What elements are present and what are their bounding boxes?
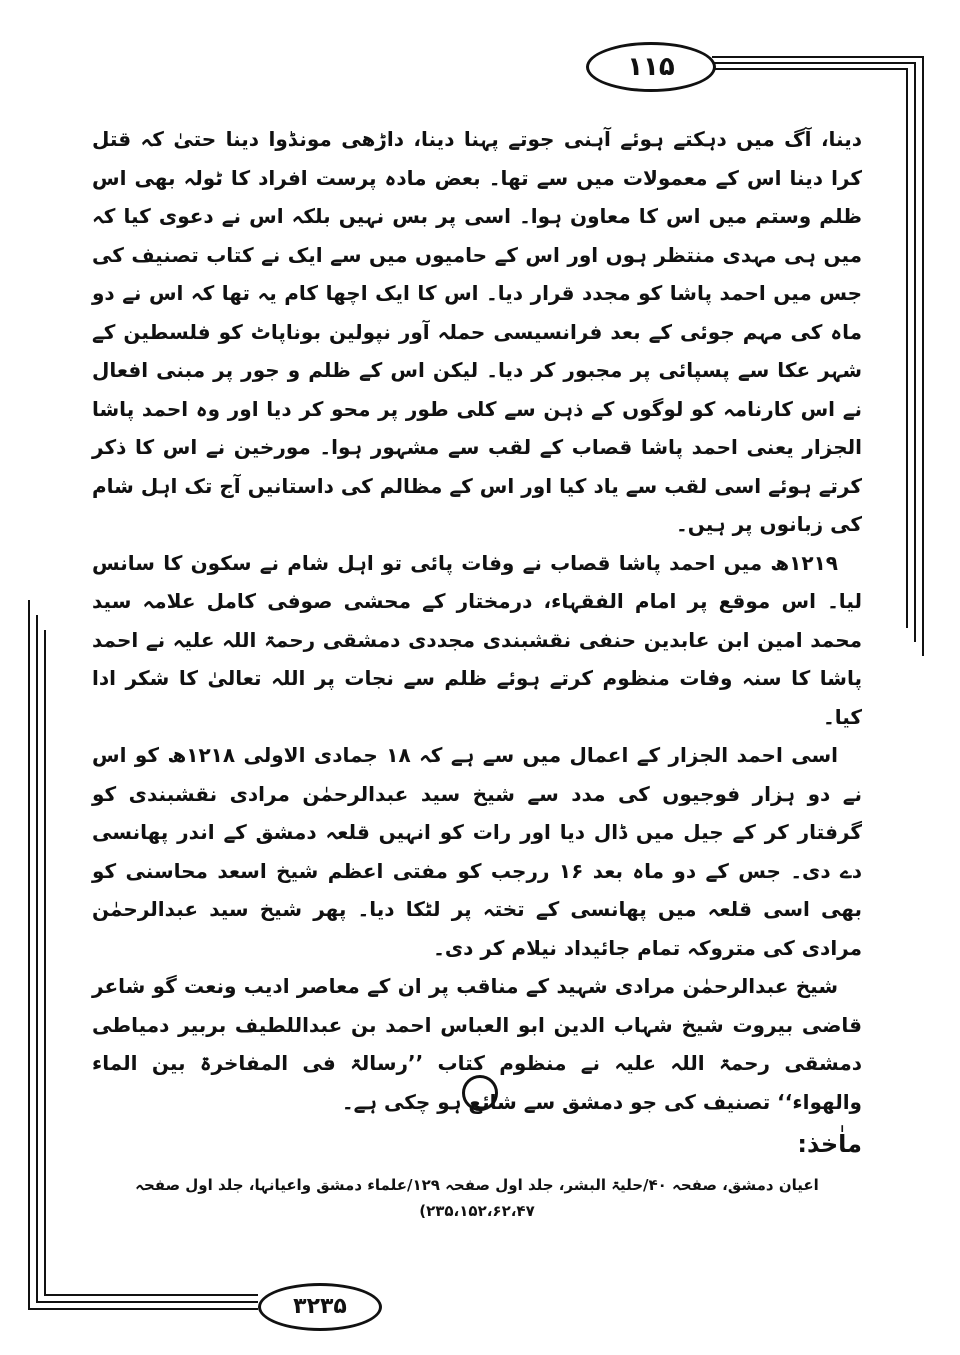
volume-page-number: ۳۲۳۵	[258, 1283, 382, 1331]
paragraph-3: اسی احمد الجزار کے اعمال میں سے ہے کہ ۱۸ جمادی الاولی ۱۲۱۸ھ کو اس نے دو ہزار فوجیوں کی مدد سے شیخ سید عبدالرحمٰن مرادی نقشبندی کو گرفتار کر کے جیل میں ڈال دیا اور رات کو انہیں قلعہ دمشق کے اندر پھانسی دے دی۔ جس کے دو ماہ بعد ۱۶ ررجب کو مفتی اعظم شیخ اسعد محاسنی کو بھی اسی قلعہ میں پھانسی کے تختہ پر لٹکا دیا۔ پھر شیخ سید عبدالرحمٰن مرادی کی متروکہ تمام جائیداد نیلام کر دی۔	[92, 743, 863, 960]
frame-top-line-2	[712, 62, 916, 64]
frame-left-line-2	[36, 615, 38, 1303]
frame-right-line-1	[922, 56, 924, 656]
paragraph-1: دینا، آگ میں دہکتے ہوئے آہنی جوتے پہنا دینا، داڑھی مونڈوا دینا حتیٰ کہ قتل کرا دینا اس کے معمولات میں سے تھا۔ بعض مادہ پرست افراد کا ٹولہ بھی اس ظلم وستم میں اس کا معاون ہوا۔ اسی پر بس نہیں بلکہ اس نے دعوی کیا کہ میں ہی مہدی منتظر ہوں اور اس کے حامیوں میں سے ایک نے کتاب تصنیف کی جس میں احمد پاشا کو مجدد قرار دیا۔ اس کا ایک اچھا کام یہ تھا کہ اس نے دو ماہ کی مہم جوئی کے بعد فرانسیسی حملہ آور نپولین بوناپاٹ کو فلسطین کے شہر عکا سے پسپائی پر مجبور کر دیا۔ لیکن اس کے ظلم و جور پر مبنی افعال نے اس کارنامہ کو لوگوں کے ذہن سے کلی طور پر محو کر دیا اور وہ احمد پاشا الجزار یعنی احمد پاشا قصاب کے لقب سے مشہور ہوا۔ مورخین نے اس کا ذکر کرتے ہوئے اسی لقب سے یاد کیا اور اس کے مظالم کی داستانیں آج تک اہل شام کی زبانوں پر ہیں۔	[92, 127, 862, 536]
page-number: ۱۱۵	[586, 42, 716, 92]
frame-left-line-1	[28, 600, 30, 1310]
frame-top-line-3	[712, 68, 908, 70]
paragraph-2: ۱۲۱۹ھ میں احمد پاشا قصاب نے وفات پائی تو اہل شام نے سکون کا سانس لیا۔ اس موقع پر امام الفقہاء، درمختار کے محشی صوفی کامل علامہ سید محمد امین ابن عابدین حنفی نقشبندی مجددی دمشقی رحمۃ اللہ علیہ نے احمد پاشا کا سنہ وفات منظوم کرتے ہوئے ظلم سے نجات پر اللہ تعالیٰ کا شکر ادا کیا۔	[92, 550, 862, 729]
frame-bottom-line-3	[44, 1294, 258, 1296]
sources-list: اعیان دمشق، صفحہ ۴۰/حلیۃ البشر، جلد اول صفحہ ۱۲۹/علماء دمشق واعیانہا، جلد اول صفحہ ۲۳۵،۱۵۲،۶۲،۴۷)	[135, 1175, 819, 1220]
frame-bottom-line-2	[36, 1301, 258, 1303]
end-mark-circle-icon	[462, 1075, 498, 1111]
page-body	[92, 120, 862, 1224]
paragraph-4: شیخ عبدالرحمٰن مرادی شہید کے مناقب پر ان کے معاصر ادیب ونعت گو شاعر قاضی بیروت شیخ شہاب الدین ابو العباس احمد بن عبداللطیف بربیر دمیاطی دمشقی رحمۃ اللہ علیہ نے منظوم کتاب ’’رسالۃ فی المفاخرۃ بین الماء والھواء‘‘ تصنیف کی جو دمشق سے شائع ہو چکی ہے۔	[92, 974, 862, 1114]
frame-right-line-2	[914, 62, 916, 642]
frame-top-line-1	[712, 56, 924, 58]
frame-left-line-3	[44, 630, 46, 1296]
frame-right-line-3	[906, 68, 908, 628]
frame-bottom-line-1	[28, 1308, 258, 1310]
sources-heading: ماٰخذ:	[797, 1130, 862, 1158]
